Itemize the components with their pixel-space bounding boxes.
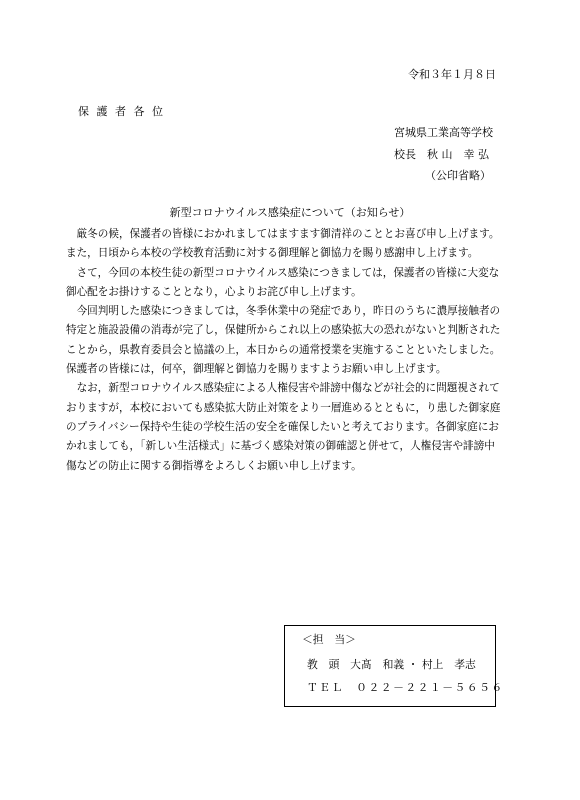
paragraph <box>66 225 536 264</box>
document-title: 新型コロナウイルス感染症について（お知らせ） <box>169 206 411 219</box>
principal-name: 校長 秋 山 幸 弘 <box>394 148 489 161</box>
paragraph-line: 今回判明した感染につきましては，冬季休業中の発症であり，昨日のうちに濃厚接触者の <box>66 305 501 318</box>
paragraph-line: 保護者の皆様には，何卒，御理解と御協力を賜りますようお願い申し上げます。 <box>66 363 447 376</box>
paragraph-line: 特定と施設設備の消毒が完了し，保健所からこれ以上の感染拡大の恐れがないと判断された <box>66 324 501 337</box>
paragraph <box>66 264 536 303</box>
contact-staff: 教 頭 大髙 和義 ・ 村上 孝志 <box>307 658 476 671</box>
contact-phone: ＴＥＬ ０２２－２２１－５６５６ <box>307 681 504 694</box>
seal-note: （公印省略） <box>425 169 491 182</box>
paragraph <box>66 379 536 475</box>
paragraph-line: なお，新型コロナウイルス感染症による人権侵害や誹謗中傷などが社会的に問題視されて <box>66 382 500 395</box>
paragraph-line: 傷などの防止に関する御指導をよろしくお願い申し上げます。 <box>66 459 362 472</box>
paragraph-line: さて，今回の本校生徒の新型コロナウイルス感染につきましては，保護者の皆様に大変な <box>66 266 500 279</box>
contact-box <box>284 625 504 707</box>
school-name: 宮城県工業高等学校 <box>394 126 493 139</box>
paragraph-line: 厳冬の候，保護者の皆様におかれましてはますます御清祥のこととお喜び申し上げます。 <box>66 228 500 240</box>
paragraph-line: おりますが，本校においても感染拡大防止対策をより一層進めるとともに，り患した御家庭 <box>66 401 501 414</box>
paragraph-line: かれましても，「新しい生活様式」に基づく感染対策の御確認と併せて，人権侵害や誹謗中 <box>66 440 495 453</box>
paragraph-line: ことから，県教育委員会と協議の上，本日からの通常授業を実施することといたしました。 <box>66 343 501 356</box>
addressee: 保 護 者 各 位 <box>78 105 165 118</box>
paragraph-line: 御心配をお掛けすることとなり，心よりお詫び申し上げます。 <box>66 285 362 298</box>
contact-heading: ＜担 当＞ <box>302 633 356 646</box>
document-date: 令和３年１月８日 <box>408 68 496 81</box>
paragraph <box>66 302 536 379</box>
paragraph-line: また，日頃から本校の学校教育活動に対する御理解と御協力を賜り感謝申し上げます。 <box>66 247 479 260</box>
paragraph-line: のプライバシー保持や生徒の学校生活の安全を確保したいと考えております。各御家庭にお <box>66 420 499 433</box>
document-body <box>66 225 536 476</box>
